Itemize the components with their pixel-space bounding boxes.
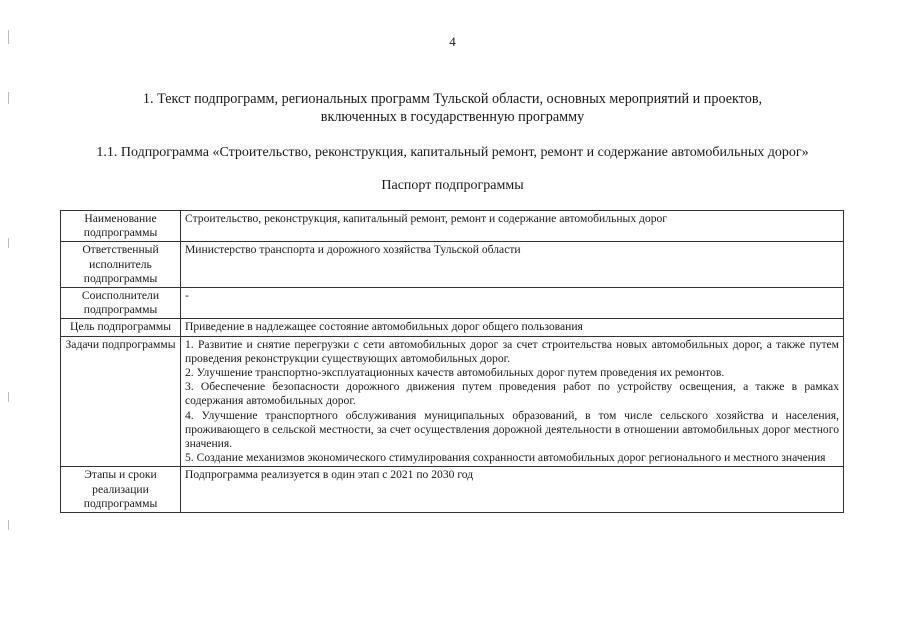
row-label: Этапы и сроки реализации подпрограммы — [61, 467, 181, 513]
row-label: Задачи подпрограммы — [61, 336, 181, 467]
row-value: Подпрограмма реализуется в один этап с 2021 по 2030 год — [181, 467, 844, 513]
task-item: 3. Обеспечение безопасности дорожного движения путем проведения работ по устройству освещения, а также в рамках содержания автомобильных дорог. — [185, 380, 839, 408]
table-row — [61, 336, 844, 467]
table-row — [61, 467, 844, 513]
row-value: Министерство транспорта и дорожного хозяйства Тульской области — [181, 242, 844, 288]
subsection-title: 1.1. Подпрограмма «Строительство, реконструкция, капитальный ремонт, ремонт и содержание автомобильных дорог» — [96, 145, 809, 160]
tasks-list — [181, 336, 844, 467]
row-label: Ответственный исполнитель подпрограммы — [61, 242, 181, 288]
scan-edge-mark — [8, 238, 9, 248]
section-title-line-1: 1. Текст подпрограмм, региональных программ Тульской области, основных мероприятий и проектов, — [142, 91, 763, 107]
page-number: 4 — [449, 34, 456, 49]
row-value: - — [181, 288, 844, 319]
task-item: 1. Развитие и снятие перегрузки с сети автомобильных дорог за счет строительства новых автомобильных дорог, а также путем проведения реконструкции существующих автомобильных дорог. — [185, 337, 839, 365]
task-item: 2. Улучшение транспортно-эксплуатационных качеств автомобильных дорог путем проведения их ремонтов. — [185, 366, 725, 380]
row-label: Наименование подпрограммы — [61, 211, 181, 242]
table-row — [61, 242, 844, 288]
table-row — [61, 211, 844, 242]
table-row — [61, 319, 844, 336]
scan-edge-mark — [8, 520, 9, 530]
row-label: Цель подпрограммы — [61, 319, 181, 336]
section-title-line-2: включенных в государственную программу — [320, 109, 585, 125]
row-value: Строительство, реконструкция, капитальный ремонт, ремонт и содержание автомобильных дорог — [181, 211, 844, 242]
passport-title: Паспорт подпрограммы — [381, 178, 524, 193]
task-item: 5. Создание механизмов экономического стимулирования сохранности автомобильных дорог регионального и местного значения — [185, 451, 826, 465]
passport-table — [60, 210, 844, 513]
row-value: Приведение в надлежащее состояние автомобильных дорог общего пользования — [181, 319, 844, 336]
table-row — [61, 288, 844, 319]
row-label: Соисполнители подпрограммы — [61, 288, 181, 319]
section-title — [60, 90, 845, 126]
scan-edge-mark — [8, 92, 9, 104]
task-item: 4. Улучшение транспортного обслуживания муниципальных образований, в том числе сельского хозяйства и населения, проживающего в сельской местности, за счет осуществления дорожной деятельности в отношении автомобильных дорог местного значения. — [185, 408, 839, 451]
scan-edge-mark — [8, 392, 9, 402]
